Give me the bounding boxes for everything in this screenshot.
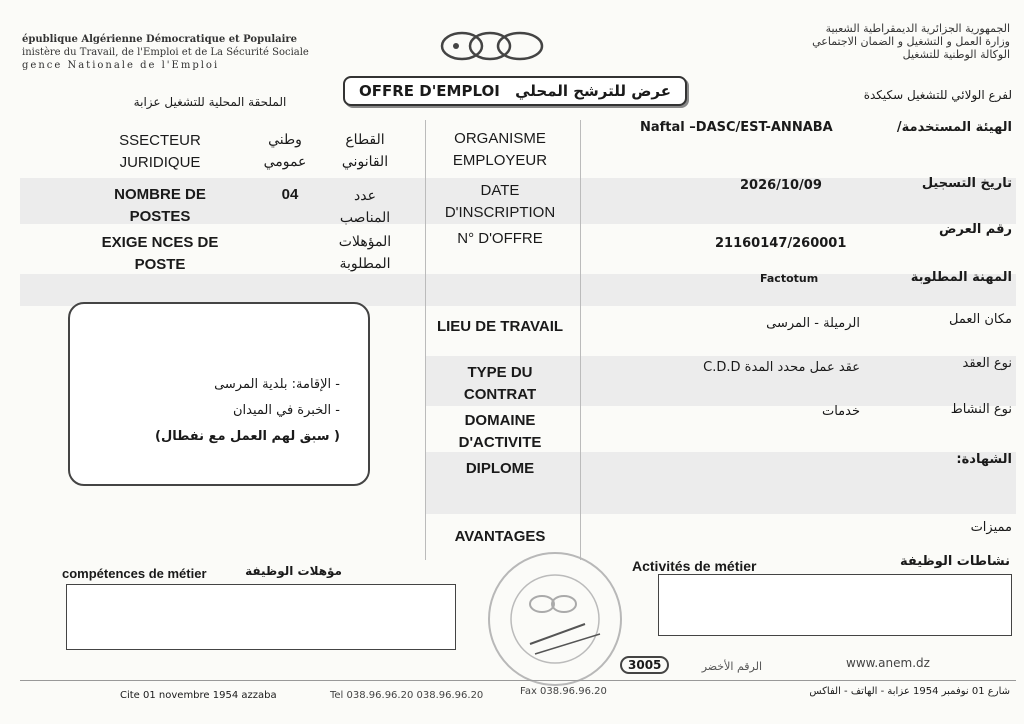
left-agency: الملحقة المحلية للتشغيل عزابة: [133, 95, 287, 109]
nombre-label-fr: NOMBRE DE POSTES: [114, 186, 206, 225]
title-box: [343, 76, 687, 106]
activites-label-fr: Activités de métier: [632, 558, 757, 574]
website: www.anem.dz: [846, 656, 930, 670]
secteur-label-fr: SSECTEUR JURIDIQUE: [119, 132, 201, 171]
requirement-item: ( سبق لهم العمل مع نفطال): [155, 429, 340, 444]
requirement-item: - الإقامة: بلدية المرسى: [214, 377, 340, 392]
exigences-label-ar: المؤهلات المطلوبة: [338, 233, 392, 271]
header-ar-line1: الجمهورية الجزائرية الديمقراطية الشعبية: [825, 22, 1010, 35]
nombre-label-ar: عدد المناصب: [339, 187, 391, 225]
header-fr-line2: inistère du Travail, de l'Emploi et de La Sécurité Sociale: [22, 47, 309, 58]
offre-value: 21160147/260001: [715, 236, 847, 251]
organisme-label-fr: ORGANISME EMPLOYEUR: [452, 130, 548, 169]
diplome-label-ar: الشهادة:: [956, 452, 1012, 467]
footer-fax-fr: Fax 038.96.96.20: [520, 686, 607, 697]
footer-address-fr: Cite 01 novembre 1954 azzaba: [120, 690, 277, 701]
offre-label-fr: N° D'OFFRE: [457, 230, 543, 247]
anem-logo-icon: [432, 28, 552, 64]
diplome-label-fr: DIPLOME: [465, 460, 535, 477]
stamp-icon: [488, 552, 622, 686]
domaine-label-ar: نوع النشاط: [950, 402, 1012, 417]
domaine-value: خدمات: [821, 404, 860, 419]
header-ar-line3: الوكالة الوطنية للتشغيل: [902, 48, 1010, 61]
green-number: 3005: [620, 656, 669, 674]
secteur-label-ar: القطاع القانوني: [341, 131, 389, 169]
contrat-value: عقد عمل محدد المدة C.D.D: [703, 360, 860, 375]
offre-label-ar: رقم العرض: [939, 222, 1012, 237]
date-value: 2026/10/09: [740, 178, 822, 193]
secteur-value: وطني عمومي: [263, 131, 307, 169]
requirement-item: - الخبرة في الميدان: [232, 403, 340, 418]
header-ar-block: [590, 22, 1010, 61]
divider-vertical: [425, 120, 426, 560]
activites-label-ar: نشاطات الوظيفة: [900, 554, 1010, 569]
title-ar: عرض للترشح المحلي: [515, 82, 671, 100]
header-ar-line2: وزارة العمل و التشغيل و الضمان الاجتماعي: [812, 35, 1010, 48]
right-agency: لفرع الولائي للتشغيل سكيكدة: [863, 88, 1012, 102]
domaine-label-fr: DOMAINE D'ACTIVITE: [458, 412, 542, 451]
date-label-ar: تاريخ التسجيل: [921, 176, 1012, 191]
footer-tel-fr: Tel 038.96.96.20 038.96.96.20: [330, 690, 484, 701]
competences-label-fr: compétences de métier: [62, 566, 207, 581]
requirements-box: [68, 302, 370, 486]
avantages-label-ar: مميزات: [970, 520, 1012, 535]
date-label-fr: DATE D'INSCRIPTION: [444, 182, 556, 221]
nombre-value: 04: [281, 186, 299, 203]
competences-label-ar: مؤهلات الوظيفة: [245, 564, 342, 578]
footer-divider: [20, 680, 1016, 681]
exigences-label-fr: EXIGE NCES DE POSTE: [101, 234, 219, 273]
avantages-label-fr: AVANTAGES: [454, 528, 546, 545]
organisme-value: Naftal –DASC/EST-ANNABA: [640, 120, 833, 135]
contrat-label-fr: TYPE DU CONTRAT: [463, 364, 537, 403]
lieu-value: الرميلة - المرسى: [766, 316, 860, 331]
metier-value: Factotum: [760, 272, 819, 285]
title-fr: OFFRE D'EMPLOI: [359, 82, 500, 100]
organisme-label-ar: الهيئة المستخدمة/: [896, 120, 1012, 135]
header-fr-block: [22, 33, 402, 72]
footer-address-ar: شارع 01 نوفمبر 1954 عزابة - الهاتف - الفاكس: [809, 686, 1010, 697]
lieu-label-ar: مكان العمل: [949, 312, 1012, 327]
activites-box: [658, 574, 1012, 636]
metier-label-ar: المهنة المطلوبة: [910, 270, 1012, 285]
divider-vertical: [580, 120, 581, 560]
contrat-label-ar: نوع العقد: [962, 356, 1012, 371]
lieu-label-fr: LIEU DE TRAVAIL: [436, 318, 564, 335]
competences-box: [66, 584, 456, 650]
green-number-label: الرقم الأخضر: [701, 660, 762, 673]
header-fr-line3: gence Nationale de l'Emploi: [22, 60, 220, 71]
header-fr-line1: épublique Algérienne Démocratique et Populaire: [22, 34, 298, 45]
